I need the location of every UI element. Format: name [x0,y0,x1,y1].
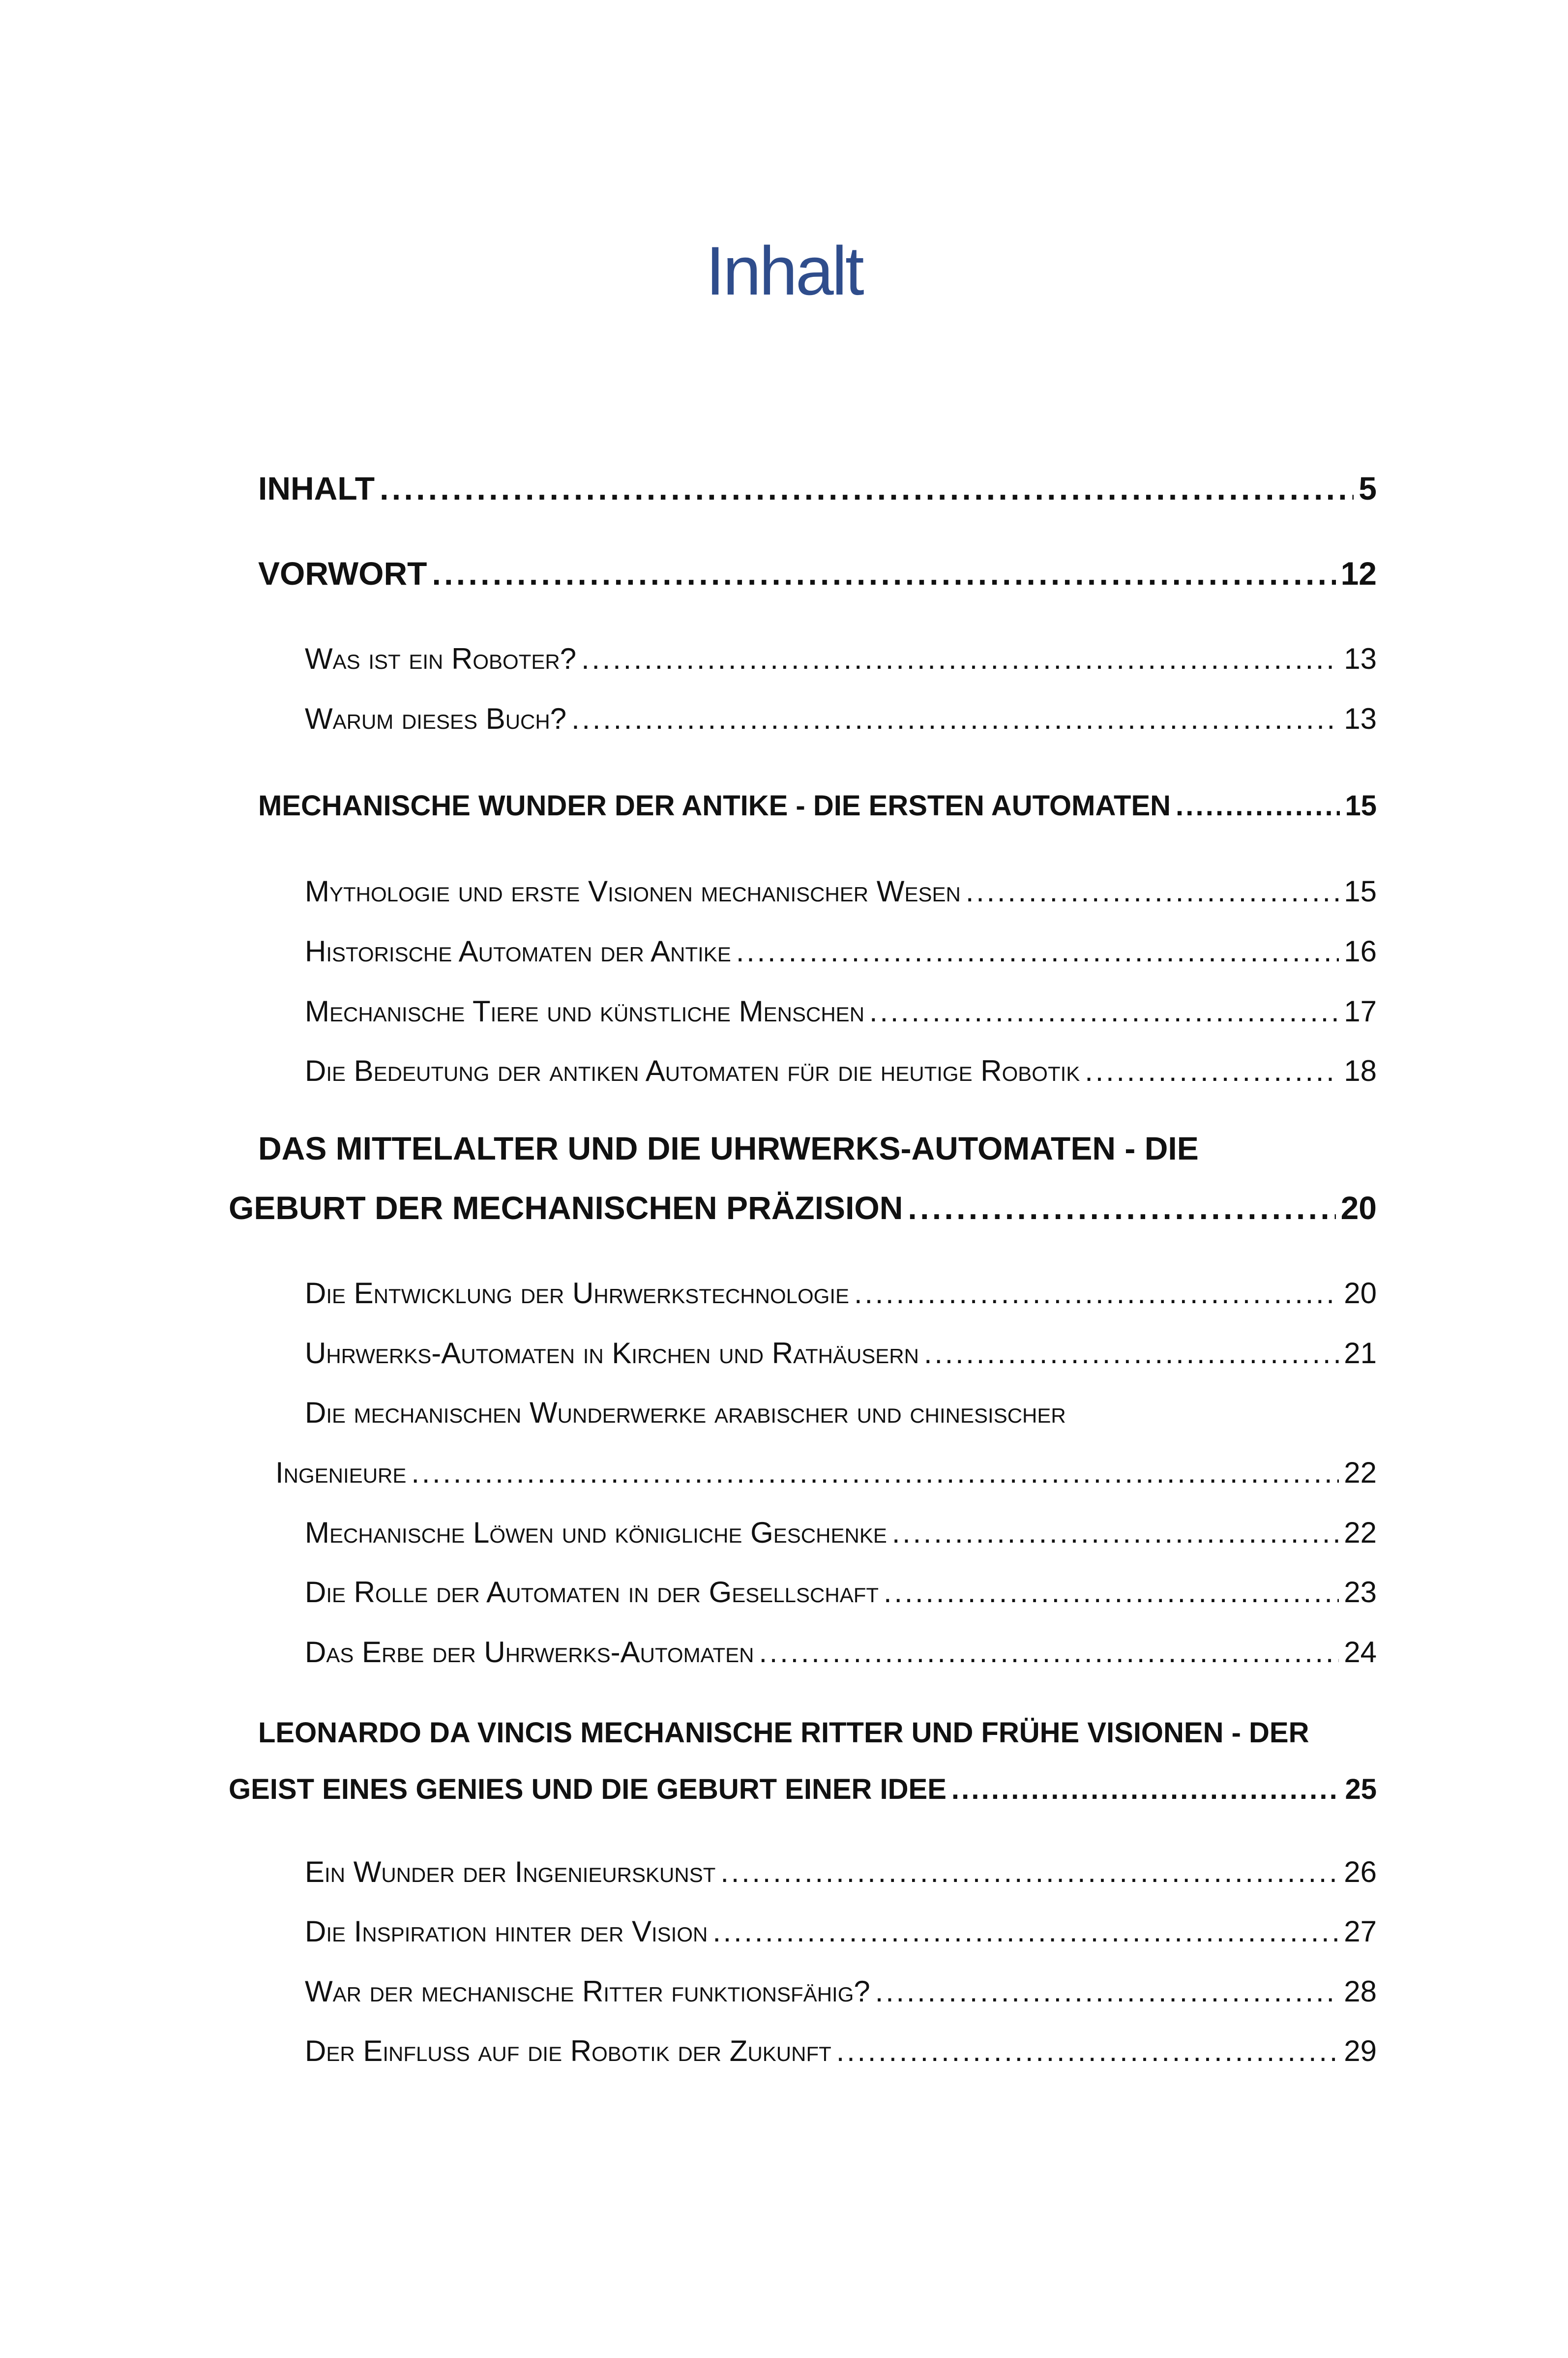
toc-label: Mechanische Tiere und künstliche Menschen [305,995,865,1028]
toc-leader [836,2034,1339,2068]
toc-label: Die Bedeutung der antiken Automaten für die heutige Robotik [305,1054,1080,1087]
toc-page: 23 [1344,1576,1377,1609]
toc-page: 24 [1344,1636,1377,1669]
toc-entry[interactable] [305,994,1377,1028]
toc-entry-line[interactable]: DAS MITTELALTER UND DIE UHRWERKS-AUTOMATEN - DIE [258,1130,1199,1166]
toc-label: Der Einfluss auf die Robotik der Zukunft [305,2034,831,2067]
toc-leader [1176,789,1340,822]
toc-entry[interactable] [305,642,1377,676]
toc-entry-line[interactable]: LEONARDO DA VINCIS MECHANISCHE RITTER UND FRÜHE VISIONEN - DER [258,1717,1309,1749]
toc-label: MECHANISCHE WUNDER DER ANTIKE - DIE ERSTEN AUTOMATEN [258,790,1171,822]
toc-entry[interactable] [305,1974,1377,2008]
toc-label: Die Inspiration hinter der Vision [305,1915,708,1948]
toc-entry[interactable] [305,1516,1377,1550]
toc-leader [712,1914,1339,1948]
toc-label: GEBURT DER MECHANISCHEN PRÄZISION [229,1190,903,1226]
toc-label: Was ist ein Roboter? [305,642,577,675]
toc-label: Ein Wunder der Ingenieurskunst [305,1855,716,1888]
toc-page: 18 [1344,1054,1377,1087]
toc-leader [432,555,1335,592]
toc-page: 12 [1340,555,1377,592]
toc-entry[interactable] [305,1575,1377,1609]
toc-leader [759,1635,1339,1669]
toc-label: Uhrwerks-Automaten in Kirchen und Rathäusern [305,1337,919,1370]
toc-page: 27 [1344,1915,1377,1948]
toc-page: 5 [1359,470,1377,507]
toc-label: Historische Automaten der Antike [305,935,731,968]
page-title: Inhalt [706,232,862,309]
toc-page: 15 [1344,875,1377,908]
toc-entry-vorwort[interactable] [258,555,1377,592]
toc-page: 16 [1344,935,1377,968]
toc-label: Mythologie und erste Visionen mechanischer Wesen [305,875,961,908]
toc-leader [1085,1054,1339,1088]
toc-leader [892,1516,1339,1550]
toc-leader [736,934,1339,968]
toc-leader [966,874,1339,908]
toc-label: GEIST EINES GENIES UND DIE GEBURT EINER IDEE [229,1773,947,1805]
toc-page: 29 [1344,2034,1377,2067]
toc-leader [951,1773,1340,1806]
toc-page: 22 [1344,1456,1377,1489]
toc-entry-line[interactable]: Die mechanischen Wunderwerke arabischer und chinesischer [305,1396,1066,1429]
toc-leader [924,1336,1339,1370]
toc-entry[interactable] [305,1914,1377,1948]
toc-leader [869,994,1339,1028]
toc-page: 13 [1344,702,1377,735]
toc-entry[interactable] [305,1855,1377,1889]
toc-entry[interactable] [305,874,1377,908]
toc-leader [908,1189,1335,1226]
toc-page: 25 [1345,1773,1377,1805]
toc-entry[interactable] [305,702,1377,736]
toc-page: 28 [1344,1975,1377,2008]
toc-leader [571,702,1339,736]
toc-page: 15 [1345,790,1377,822]
toc-label: INHALT [258,470,375,507]
toc-entry[interactable] [275,1456,1377,1490]
toc-page: 21 [1344,1337,1377,1370]
toc-page: 26 [1344,1855,1377,1888]
toc-leader [884,1575,1339,1609]
toc-page: 13 [1344,642,1377,675]
toc-entry[interactable] [305,1336,1377,1370]
toc-leader [854,1276,1339,1310]
toc-entry-leonardo[interactable] [229,1773,1377,1806]
toc-entry[interactable] [305,1276,1377,1310]
toc-entry-inhalt[interactable] [258,470,1377,507]
toc-page: 20 [1340,1190,1377,1226]
toc-page: 20 [1344,1277,1377,1310]
toc-label: VORWORT [258,555,427,592]
toc-entry[interactable] [305,1054,1377,1088]
toc-leader [411,1456,1339,1490]
toc-leader [581,642,1339,676]
toc-label: War der mechanische Ritter funktionsfähig? [305,1975,870,2008]
toc-entry-mittelalter[interactable] [229,1189,1377,1226]
toc-entry[interactable] [305,1635,1377,1669]
toc-page: 22 [1344,1516,1377,1549]
toc-leader [875,1974,1339,2008]
toc-label: Mechanische Löwen und königliche Geschenke [305,1516,887,1549]
toc-label: Die Entwicklung der Uhrwerkstechnologie [305,1277,850,1310]
toc-page: 17 [1344,995,1377,1028]
toc-entry[interactable] [305,2034,1377,2068]
toc-label: Die Rolle der Automaten in der Gesellschaft [305,1576,879,1609]
toc-label: Warum dieses Buch? [305,702,567,735]
toc-entry[interactable] [305,934,1377,968]
toc-entry-antike[interactable] [258,789,1377,822]
toc-leader [720,1855,1339,1889]
toc-label: Das Erbe der Uhrwerks-Automaten [305,1636,754,1669]
toc-label: Ingenieure [275,1456,407,1489]
toc-leader [380,470,1354,507]
